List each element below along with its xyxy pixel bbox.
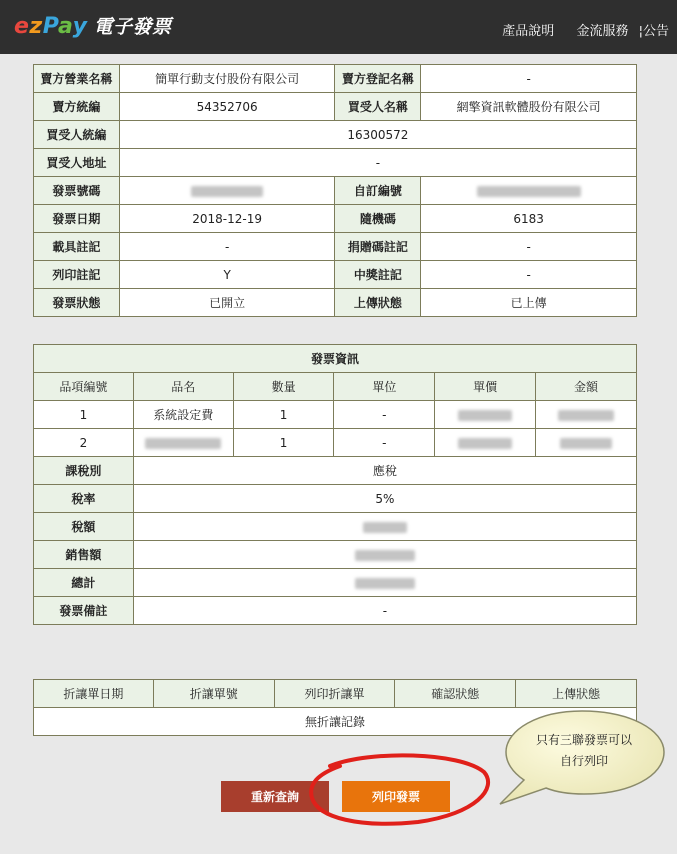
invoice-info-table bbox=[33, 64, 637, 317]
table-row bbox=[34, 401, 637, 429]
redacted-value bbox=[355, 578, 415, 589]
seller-registered-name-value: - bbox=[421, 65, 637, 93]
allowance-empty-message: 無折讓記錄 bbox=[34, 708, 637, 736]
item-amount bbox=[536, 401, 637, 429]
upload-status-label: 上傳狀態 bbox=[335, 289, 421, 317]
item-quantity: 1 bbox=[233, 429, 334, 457]
buyer-address-label: 買受人地址 bbox=[34, 149, 120, 177]
item-unit: - bbox=[334, 429, 435, 457]
tax-type-label: 課稅別 bbox=[34, 457, 134, 485]
tax-type-value: 應稅 bbox=[133, 457, 636, 485]
redacted-value bbox=[458, 410, 512, 421]
callout-line-1: 只有三聯發票可以 bbox=[535, 733, 632, 747]
invoice-date-label: 發票日期 bbox=[34, 205, 120, 233]
seller-tax-id-label: 賣方統編 bbox=[34, 93, 120, 121]
column-header: 金額 bbox=[536, 373, 637, 401]
column-header: 品名 bbox=[133, 373, 233, 401]
nav-payment-service[interactable]: 金流服務 bbox=[576, 24, 629, 39]
redacted-value bbox=[191, 186, 263, 197]
table-row bbox=[34, 261, 637, 289]
total-value bbox=[133, 569, 636, 597]
nav-announcement[interactable]: 公告 bbox=[642, 24, 669, 39]
column-header: 單位 bbox=[334, 373, 435, 401]
table-row bbox=[34, 233, 637, 261]
buyer-address-value: - bbox=[119, 149, 636, 177]
ezpay-logo[interactable]: ezPay 電子發票 bbox=[14, 14, 172, 39]
invoice-status-value: 已開立 bbox=[119, 289, 335, 317]
nav-separator: ¦ bbox=[638, 24, 643, 39]
table-row bbox=[34, 121, 637, 149]
table-row bbox=[34, 457, 637, 485]
table-row bbox=[34, 149, 637, 177]
table-row bbox=[34, 541, 637, 569]
custom-number-value bbox=[421, 177, 637, 205]
carrier-note-label: 載具註記 bbox=[34, 233, 120, 261]
redacted-value bbox=[558, 410, 614, 421]
table-header-row bbox=[34, 680, 637, 708]
seller-registered-name-label: 賣方登記名稱 bbox=[335, 65, 421, 93]
top-nav-links bbox=[484, 20, 669, 39]
nav-product-intro[interactable]: 產品說明 bbox=[502, 24, 555, 39]
print-note-value: Y bbox=[119, 261, 335, 289]
tax-amount-value bbox=[133, 513, 636, 541]
carrier-note-value: - bbox=[119, 233, 335, 261]
top-navigation-bar bbox=[0, 0, 677, 54]
tax-rate-value: 5% bbox=[133, 485, 636, 513]
buyer-tax-id-label: 買受人統編 bbox=[34, 121, 120, 149]
table-header-row bbox=[34, 373, 637, 401]
table-row bbox=[34, 569, 637, 597]
invoice-note-label: 發票備註 bbox=[34, 597, 134, 625]
invoice-status-label: 發票狀態 bbox=[34, 289, 120, 317]
item-name: 系統設定費 bbox=[133, 401, 233, 429]
item-unit: - bbox=[334, 401, 435, 429]
buyer-name-label: 買受人名稱 bbox=[335, 93, 421, 121]
tax-rate-label: 稅率 bbox=[34, 485, 134, 513]
donation-note-value: - bbox=[421, 233, 637, 261]
table-row bbox=[34, 177, 637, 205]
random-code-value: 6183 bbox=[421, 205, 637, 233]
buyer-name-value: 網擎資訊軟體股份有限公司 bbox=[421, 93, 637, 121]
prize-note-value: - bbox=[421, 261, 637, 289]
item-unit-price bbox=[435, 429, 536, 457]
seller-name-label: 賣方營業名稱 bbox=[34, 65, 120, 93]
invoice-items-table bbox=[33, 344, 637, 625]
highlight-ellipse-annotation bbox=[300, 748, 500, 832]
seller-name-value: 簡單行動支付股份有限公司 bbox=[119, 65, 335, 93]
random-code-label: 隨機碼 bbox=[335, 205, 421, 233]
redacted-value bbox=[458, 438, 512, 449]
requery-button[interactable]: 重新查詢 bbox=[221, 781, 329, 812]
tax-amount-label: 稅額 bbox=[34, 513, 134, 541]
invoice-number-label: 發票號碼 bbox=[34, 177, 120, 205]
table-row bbox=[34, 597, 637, 625]
table-row bbox=[34, 205, 637, 233]
sales-amount-label: 銷售額 bbox=[34, 541, 134, 569]
donation-note-label: 捐贈碼註記 bbox=[335, 233, 421, 261]
print-note-label: 列印註記 bbox=[34, 261, 120, 289]
table-row bbox=[34, 429, 637, 457]
callout-line-2: 自行列印 bbox=[559, 754, 608, 768]
table-row bbox=[34, 93, 637, 121]
print-invoice-button[interactable]: 列印發票 bbox=[342, 781, 450, 812]
callout-text bbox=[514, 730, 654, 772]
column-header: 數量 bbox=[233, 373, 334, 401]
item-unit-price bbox=[435, 401, 536, 429]
table-row bbox=[34, 485, 637, 513]
column-header: 確認狀態 bbox=[395, 680, 516, 708]
table-row bbox=[34, 289, 637, 317]
table-row bbox=[34, 65, 637, 93]
prize-note-label: 中獎註記 bbox=[335, 261, 421, 289]
item-quantity: 1 bbox=[233, 401, 334, 429]
buyer-tax-id-value: 16300572 bbox=[119, 121, 636, 149]
column-header: 品項編號 bbox=[34, 373, 134, 401]
custom-number-label: 自訂編號 bbox=[335, 177, 421, 205]
column-header: 折讓單號 bbox=[153, 680, 274, 708]
column-header: 上傳狀態 bbox=[516, 680, 637, 708]
item-number: 2 bbox=[34, 429, 134, 457]
table-row bbox=[34, 345, 637, 373]
invoice-number-value bbox=[119, 177, 335, 205]
redacted-value bbox=[477, 186, 581, 197]
upload-status-value: 已上傳 bbox=[421, 289, 637, 317]
redacted-value bbox=[355, 550, 415, 561]
table-row bbox=[34, 513, 637, 541]
total-label: 總計 bbox=[34, 569, 134, 597]
item-name bbox=[133, 429, 233, 457]
column-header: 單價 bbox=[435, 373, 536, 401]
seller-tax-id-value: 54352706 bbox=[119, 93, 335, 121]
sales-amount-value bbox=[133, 541, 636, 569]
redacted-value bbox=[560, 438, 612, 449]
item-number: 1 bbox=[34, 401, 134, 429]
items-section-title: 發票資訊 bbox=[34, 345, 637, 373]
invoice-note-value: - bbox=[133, 597, 636, 625]
invoice-date-value: 2018-12-19 bbox=[119, 205, 335, 233]
column-header: 列印折讓單 bbox=[274, 680, 395, 708]
redacted-value bbox=[363, 522, 407, 533]
redacted-value bbox=[145, 438, 221, 449]
column-header: 折讓單日期 bbox=[34, 680, 154, 708]
item-amount bbox=[536, 429, 637, 457]
